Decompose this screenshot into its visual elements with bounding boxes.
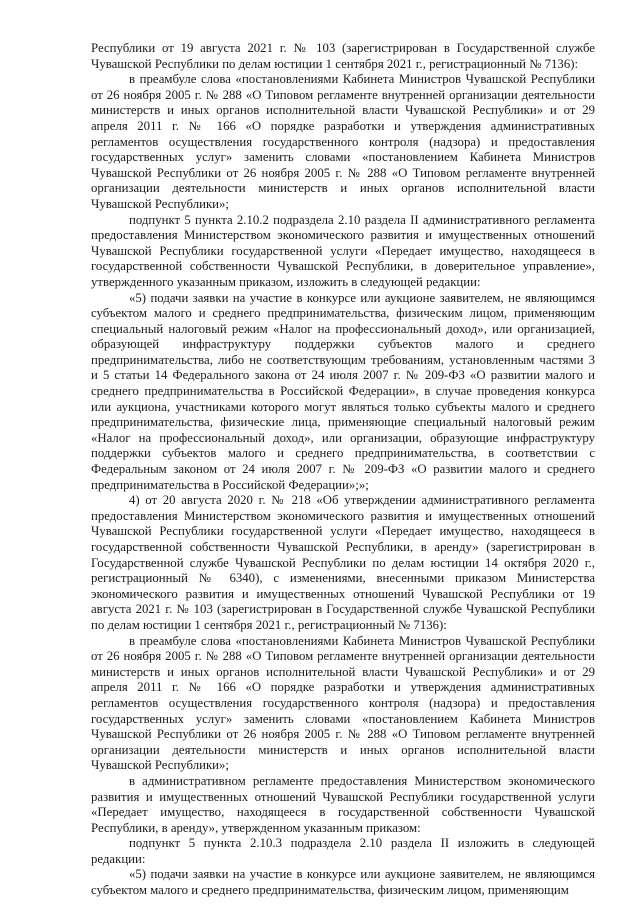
text-line: специальный налоговый режим «Налог на профессиональный доход», или организацией,	[91, 321, 595, 336]
text-line: апреля 2011 г. № 166 «О порядке разработки и утверждения административных	[91, 118, 595, 133]
paragraph	[91, 213, 595, 291]
text-line: в преамбуле слова «постановлениями Кабинета Министров Чувашской Республики	[129, 72, 595, 87]
paragraph	[91, 774, 595, 836]
text-line: августа 2021 г. № 103 (зарегистрирован в Государственной службе Чувашской Республики	[91, 602, 595, 617]
paragraph	[91, 291, 595, 494]
text-line: субъектом малого и среднего предпринимательства, физическим лицом, применяющим	[91, 306, 595, 321]
text-line: в административном регламенте предоставления Министерством экономического	[129, 773, 595, 788]
text-line: «5) подачи заявки на участие в конкурсе или аукционе заявителем, не являющимся	[129, 867, 595, 882]
text-line: в преамбуле слова «постановлениями Кабинета Министров Чувашской Республики	[129, 633, 595, 648]
text-line: министерств и иных органов исполнительной власти Чувашской Республики» и от 29	[91, 664, 595, 679]
text-line: Чувашской Республики»;	[91, 758, 229, 773]
text-line: развития и имущественных отношений Чувашской Республики государственной услуги	[91, 789, 595, 804]
text-line: министерств и иных органов исполнительной власти Чувашской Республики» и от 29	[91, 103, 595, 118]
text-line: предоставления Министерством экономического развития и имущественных отношений	[91, 228, 595, 243]
text-line: государственных услуг» заменить словами «постановлением Кабинета Министров	[91, 150, 595, 165]
text-line: подпункт 5 пункта 2.10.3 подраздела 2.10 раздела II изложить в следующей	[129, 836, 595, 851]
text-line: образующей инфраструктуру поддержки субъектов малого и среднего	[91, 337, 595, 352]
text-line: поддержки субъектов малого и среднего предпринимательства, в соответствии с	[91, 446, 595, 461]
text-line: среднего предпринимательства в Российской Федерации», в случае проведения конкурса	[91, 384, 595, 399]
text-line: Чувашской Республики по делам юстиции 1 сентября 2021 г., регистрационный № 7136):	[91, 56, 579, 71]
text-line: от 26 ноября 2005 г. № 288 «О Типовом регламенте внутренней организации деятельности	[91, 87, 595, 102]
text-line: подпункт 5 пункта 2.10.2 подраздела 2.10 раздела II административного регламента	[129, 212, 595, 227]
text-line: предпринимательства в Российской Федерации»;»;	[91, 477, 369, 492]
text-line: предпринимательства, либо не соответствующим требованиям, установленным частями 3	[91, 352, 595, 367]
text-line: Чувашской Республики от 26 ноября 2005 г. № 288 «О Типовом регламенте внутренней	[91, 165, 595, 180]
text-line: государственных услуг» заменить словами «постановлением Кабинета Министров	[91, 711, 595, 726]
text-line: «5) подачи заявки на участие в конкурсе или аукционе заявителем, не являющимся	[129, 290, 595, 305]
text-line: и 5 статьи 14 Федерального закона от 24 июля 2007 г. № 209-ФЗ «О развитии малого и	[91, 368, 595, 383]
paragraph	[91, 836, 595, 867]
text-line: экономического развития и имущественных отношений Чувашской Республики от 19	[91, 586, 595, 601]
text-line: от 26 ноября 2005 г. № 288 «О Типовом регламенте внутренней организации деятельности	[91, 649, 595, 664]
text-line: Республики, в аренду», утвержденном указанным приказом:	[91, 820, 421, 835]
paragraph	[91, 493, 595, 633]
text-line: Федеральным законом от 24 июля 2007 г. № 209-ФЗ «О развитии малого и среднего	[91, 462, 595, 477]
paragraph	[91, 72, 595, 212]
text-line: государственной собственности Чувашской Республики, в аренду» (зарегистрирован в	[91, 540, 595, 554]
text-line: регистрационный № 6340), с изменениями, внесенными приказом Министерства	[91, 571, 595, 586]
text-line: регламентов осуществления государственного контроля (надзора) и предоставления	[91, 695, 595, 710]
text-line: Чувашской Республики государственной услуги «Передает имущество, находящееся в	[91, 524, 595, 539]
text-line: «Налог на профессиональный доход», или организации, образующие инфраструктуру	[91, 430, 595, 445]
text-line: редакции:	[91, 851, 146, 866]
text-line: организации деятельности министерств и иных органов исполнительной власти	[91, 181, 595, 196]
text-line: Чувашской Республики от 26 ноября 2005 г. № 288 «О Типовом регламенте внутренней	[91, 727, 595, 742]
text-line: по делам юстиции 1 сентября 2021 г., регистрационный № 7136):	[91, 617, 447, 632]
text-line: предпринимательства, физические лица, применяющие специальный налоговый режим	[91, 415, 595, 430]
text-line: регламентов осуществления государственного контроля (надзора) и предоставления	[91, 134, 595, 149]
text-line: апреля 2011 г. № 166 «О порядке разработки и утверждения административных	[91, 680, 595, 695]
text-line: Государственной службе Чувашской Республики по делам юстиции 14 октября 2020 г.,	[91, 555, 595, 570]
text-line: Чувашской Республики государственной услуги «Передает имущество, находящееся в	[91, 243, 595, 258]
text-line: утвержденного указанным приказом, изложить в следующей редакции:	[91, 274, 481, 289]
paragraph	[91, 41, 595, 72]
text-line: государственной собственности Чувашской Республики, в доверительное управление»,	[91, 259, 595, 274]
paragraph	[91, 634, 595, 774]
text-line: или аукциона, участниками которого могут являться только субъекты малого и среднего	[91, 399, 595, 414]
document-body	[91, 41, 595, 899]
text-line: организации деятельности министерств и иных органов исполнительной власти	[91, 742, 595, 757]
text-line: субъектом малого и среднего предпринимательства, физическим лицом, применяющим	[91, 883, 569, 898]
text-line: 4) от 20 августа 2020 г. № 218 «Об утверждении административного регламента	[129, 493, 595, 508]
text-line: Чувашской Республики»;	[91, 196, 229, 211]
paragraph	[91, 867, 595, 898]
text-line: предоставления Министерством экономического развития и имущественных отношений	[91, 508, 595, 523]
text-line: «Передает имущество, находящееся в государственной собственности Чувашской	[91, 805, 595, 820]
text-line: Республики от 19 августа 2021 г. № 103 (зарегистрирован в Государственной службе	[91, 41, 595, 55]
